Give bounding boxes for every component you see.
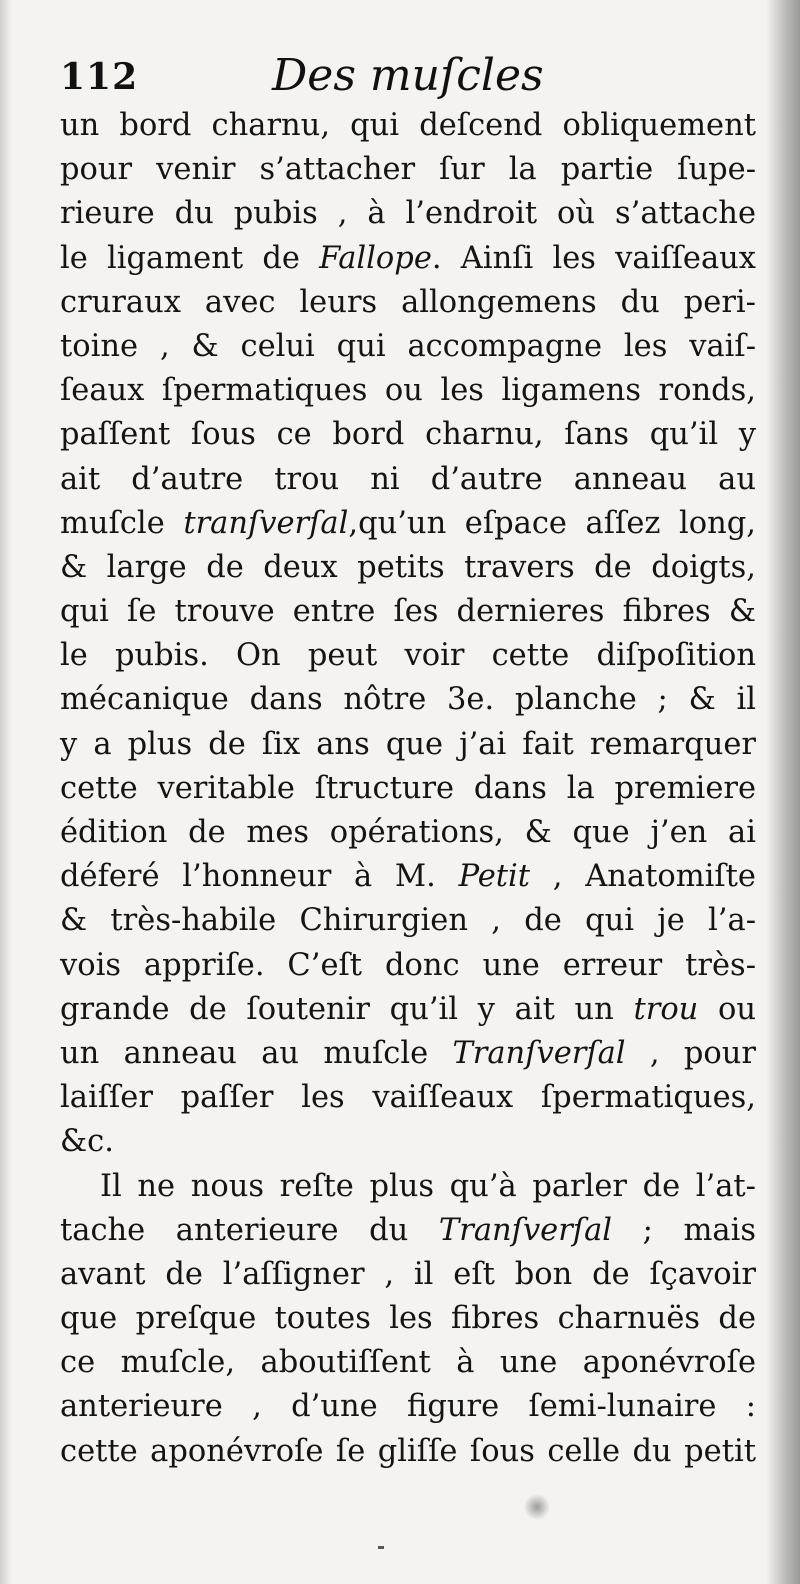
text-segment: grande de ſoutenir qu’il y ait un	[60, 991, 634, 1027]
running-head: Des muſcles	[272, 50, 544, 101]
text-line	[60, 413, 756, 457]
text-line	[60, 899, 756, 943]
text-line	[60, 1385, 756, 1429]
text-segment: avant de l’aſſigner , il eſt bon de ſçavoir	[60, 1256, 756, 1292]
italic-text: Petit	[458, 859, 531, 895]
text-segment: pour venir s’attacher ſur la partie ſupe-	[60, 152, 756, 188]
text-line	[60, 148, 756, 192]
text-segment: ſeaux ſpermatiques ou les ligamens ronds,	[60, 373, 756, 409]
text-line	[60, 458, 756, 502]
italic-text: trou	[633, 991, 699, 1027]
text-segment: un bord charnu, qui deſcend obliquement	[60, 108, 756, 143]
text-line	[60, 192, 756, 236]
page-gutter-shadow	[766, 0, 800, 1584]
text-line	[60, 678, 756, 722]
text-line	[60, 1430, 756, 1474]
text-segment: y a plus de ſix ans que j’ai fait remarquer	[60, 726, 756, 762]
text-line	[60, 1076, 756, 1120]
ink-smudge	[524, 1494, 550, 1520]
ink-mark	[378, 1546, 384, 1549]
page-header	[60, 50, 760, 106]
text-segment: Il ne nous reſte plus qu’à parler de l’at-	[100, 1168, 756, 1204]
text-segment: le ligament de	[60, 240, 320, 276]
text-line	[60, 811, 756, 855]
text-line	[60, 1032, 756, 1076]
italic-text: Fallope	[319, 240, 432, 276]
text-segment: rieure du pubis , à l’endroit où s’attache	[60, 196, 756, 232]
text-line	[60, 281, 756, 325]
text-segment: , Anatomiſte	[530, 859, 756, 895]
text-segment: qui ſe trouve entre ſes dernieres fibres &	[60, 594, 756, 630]
italic-text: tranſverſal	[183, 505, 349, 541]
text-line	[60, 988, 756, 1032]
text-segment: ce muſcle, aboutiſſent à une aponévroſe	[60, 1345, 756, 1381]
text-segment: mécanique dans nôtre 3e. planche ; & il	[60, 682, 756, 718]
text-segment: cette aponévroſe ſe gliſſe ſous celle du petit	[60, 1433, 756, 1469]
text-line	[60, 237, 756, 281]
text-line	[60, 1341, 756, 1385]
body-text	[60, 104, 756, 1474]
text-line	[60, 855, 756, 899]
text-segment: édition de mes opérations, & que j’en ai	[60, 815, 756, 850]
text-segment: un anneau au muſcle	[60, 1035, 453, 1071]
text-segment: tache anterieure du	[60, 1212, 439, 1248]
text-line	[60, 546, 756, 590]
text-segment: que preſque toutes les fibres charnuës de	[60, 1301, 756, 1337]
text-line	[60, 634, 756, 678]
text-line	[60, 1209, 756, 1253]
text-line	[60, 325, 756, 369]
text-segment: ,qu’un eſpace aſſez long,	[348, 505, 757, 541]
text-line	[60, 723, 756, 767]
text-segment: ait d’autre trou ni d’autre anneau au	[60, 461, 756, 497]
text-segment: ; mais	[612, 1212, 756, 1248]
text-segment: ou	[698, 991, 757, 1027]
text-segment: le pubis. On peut voir cette diſpoſition	[60, 638, 756, 674]
italic-text: Tranſverſal	[452, 1035, 626, 1071]
text-segment: . Ainſi les vaiſſeaux	[431, 240, 756, 276]
text-line	[60, 944, 756, 988]
text-segment: muſcle	[60, 505, 184, 541]
text-segment: toine , & celui qui accompagne les vaiſ-	[60, 328, 756, 364]
text-line	[60, 1297, 756, 1341]
text-segment: &c.	[60, 1124, 114, 1160]
text-line	[60, 502, 756, 546]
text-segment: & large de deux petits travers de doigts,	[60, 549, 756, 585]
text-segment: & très-habile Chirurgien , de qui je l’a-	[60, 903, 756, 939]
text-line	[60, 1165, 756, 1209]
text-line	[60, 1253, 756, 1297]
text-segment: anterieure , d’une figure ſemi-lunaire :	[60, 1389, 756, 1425]
text-line	[60, 590, 756, 634]
text-segment: vois appriſe. C’eſt donc une erreur très-	[60, 947, 756, 983]
text-segment: cette veritable ſtructure dans la premiere	[60, 770, 756, 806]
text-segment: laiſſer paſſer les vaiſſeaux ſpermatiques,	[60, 1080, 756, 1116]
text-segment: , pour	[625, 1035, 756, 1071]
page-left-edge	[0, 0, 12, 1584]
text-line	[60, 767, 756, 811]
text-line	[60, 1120, 756, 1164]
text-line	[60, 104, 756, 148]
page-number: 112	[60, 56, 139, 98]
italic-text: Tranſverſal	[438, 1212, 613, 1248]
text-line	[60, 369, 756, 413]
text-segment: cruraux avec leurs allongemens du peri-	[60, 284, 756, 320]
text-segment: paſſent ſous ce bord charnu, ſans qu’il y	[60, 417, 756, 453]
text-segment: déferé l’honneur à M.	[60, 859, 459, 895]
